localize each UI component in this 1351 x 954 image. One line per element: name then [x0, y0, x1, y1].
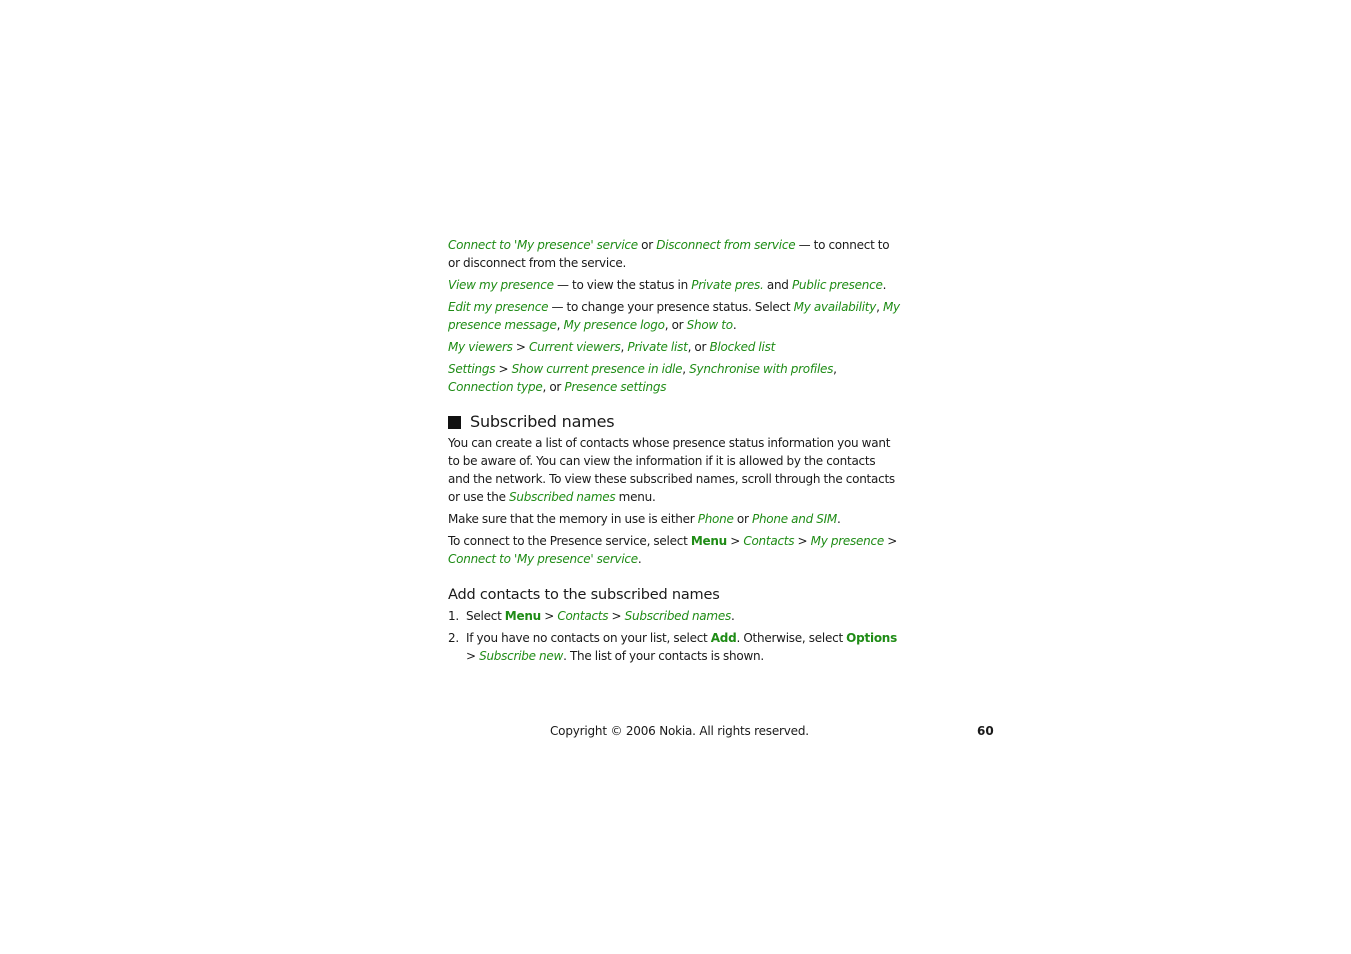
- text: If you have no contacts on your list, select: [466, 631, 711, 645]
- text: >: [608, 609, 625, 623]
- section-paragraph-3: [448, 532, 900, 568]
- copyright-footer: Copyright © 2006 Nokia. All rights reserved.: [550, 724, 809, 738]
- presence-settings-link[interactable]: Presence settings: [564, 380, 667, 394]
- availability-link[interactable]: My availability: [793, 300, 877, 314]
- text: or: [637, 238, 657, 252]
- list-item: [448, 629, 900, 665]
- text: — to connect to or disconnect from the service.: [448, 238, 890, 270]
- section-heading: [448, 412, 900, 432]
- sync-profiles-link[interactable]: Synchronise with profiles: [689, 362, 834, 376]
- text: Select: [466, 609, 505, 623]
- connection-type-link[interactable]: Connection type: [448, 380, 543, 394]
- list-item: [448, 607, 900, 625]
- text: You can create a list of contacts whose presence status information you want to be aware of. You can view the information if it is allowed by the contacts and the network. To view these subscribed names, scroll through the contacts or use the: [448, 436, 895, 504]
- text: , or: [542, 380, 565, 394]
- section-title: Subscribed names: [470, 412, 615, 431]
- options-key[interactable]: Options: [846, 631, 897, 645]
- my-presence-link[interactable]: My presence: [810, 534, 884, 548]
- text: >: [466, 649, 480, 663]
- edit-item: [448, 298, 900, 334]
- phone-link[interactable]: Phone: [697, 512, 734, 526]
- view-item: [448, 276, 900, 294]
- text: and: [763, 278, 792, 292]
- menu-key[interactable]: Menu: [690, 534, 727, 548]
- text: >: [495, 362, 512, 376]
- page-number: 60: [977, 724, 994, 738]
- contacts-link[interactable]: Contacts: [557, 609, 609, 623]
- presence-message-link[interactable]: My presence message: [448, 300, 900, 332]
- view-presence-link[interactable]: View my presence: [448, 278, 554, 292]
- private-pres-link[interactable]: Private pres.: [691, 278, 764, 292]
- section-paragraph-1: [448, 434, 900, 506]
- text: menu.: [615, 490, 656, 504]
- current-viewers-link[interactable]: Current viewers: [529, 340, 621, 354]
- settings-link[interactable]: Settings: [448, 362, 496, 376]
- text: .: [732, 318, 737, 332]
- subscribed-names-link[interactable]: Subscribed names: [624, 609, 731, 623]
- text: ,: [833, 362, 837, 376]
- text: — to view the status in: [553, 278, 692, 292]
- text: >: [794, 534, 811, 548]
- presence-logo-link[interactable]: My presence logo: [563, 318, 665, 332]
- edit-presence-link[interactable]: Edit my presence: [448, 300, 549, 314]
- add-key[interactable]: Add: [710, 631, 737, 645]
- text: , or: [664, 318, 687, 332]
- connect-service-link[interactable]: Connect to 'My presence' service: [448, 552, 638, 566]
- text: . Otherwise, select: [736, 631, 847, 645]
- settings-item: [448, 360, 900, 396]
- public-presence-link[interactable]: Public presence: [791, 278, 883, 292]
- connect-link[interactable]: Connect to 'My presence' service: [448, 238, 638, 252]
- phone-sim-link[interactable]: Phone and SIM: [751, 512, 837, 526]
- menu-key[interactable]: Menu: [504, 609, 541, 623]
- step-text: [466, 607, 735, 625]
- step-number: 2.: [448, 631, 459, 645]
- text: .: [730, 609, 735, 623]
- private-list-link[interactable]: Private list: [627, 340, 688, 354]
- text: ,: [876, 300, 883, 314]
- step-number: 1.: [448, 609, 459, 623]
- subscribe-new-link[interactable]: Subscribe new: [479, 649, 564, 663]
- text: Make sure that the memory in use is either: [448, 512, 698, 526]
- show-to-link[interactable]: Show to: [686, 318, 733, 332]
- page-content: [448, 236, 900, 669]
- section-paragraph-2: [448, 510, 900, 528]
- text: or: [733, 512, 752, 526]
- contacts-link[interactable]: Contacts: [743, 534, 795, 548]
- text: ,: [682, 362, 690, 376]
- text: , or: [687, 340, 710, 354]
- connect-item: [448, 236, 900, 272]
- viewers-item: [448, 338, 900, 356]
- my-viewers-link[interactable]: My viewers: [448, 340, 513, 354]
- square-bullet-icon: [448, 416, 461, 429]
- text: — to change your presence status. Select: [548, 300, 794, 314]
- text: ,: [620, 340, 628, 354]
- step-text: [466, 629, 900, 665]
- text: . The list of your contacts is shown.: [563, 649, 764, 663]
- text: .: [882, 278, 887, 292]
- show-idle-link[interactable]: Show current presence in idle: [511, 362, 683, 376]
- text: >: [540, 609, 558, 623]
- text: .: [837, 512, 841, 526]
- text: >: [726, 534, 744, 548]
- text: ,: [556, 318, 564, 332]
- text: To connect to the Presence service, select: [448, 534, 691, 548]
- blocked-list-link[interactable]: Blocked list: [709, 340, 776, 354]
- text: >: [512, 340, 530, 354]
- disconnect-link[interactable]: Disconnect from service: [656, 238, 796, 252]
- text: >: [884, 534, 898, 548]
- subsection-title: Add contacts to the subscribed names: [448, 587, 720, 603]
- text: .: [637, 552, 642, 566]
- subscribed-names-link[interactable]: Subscribed names: [509, 490, 616, 504]
